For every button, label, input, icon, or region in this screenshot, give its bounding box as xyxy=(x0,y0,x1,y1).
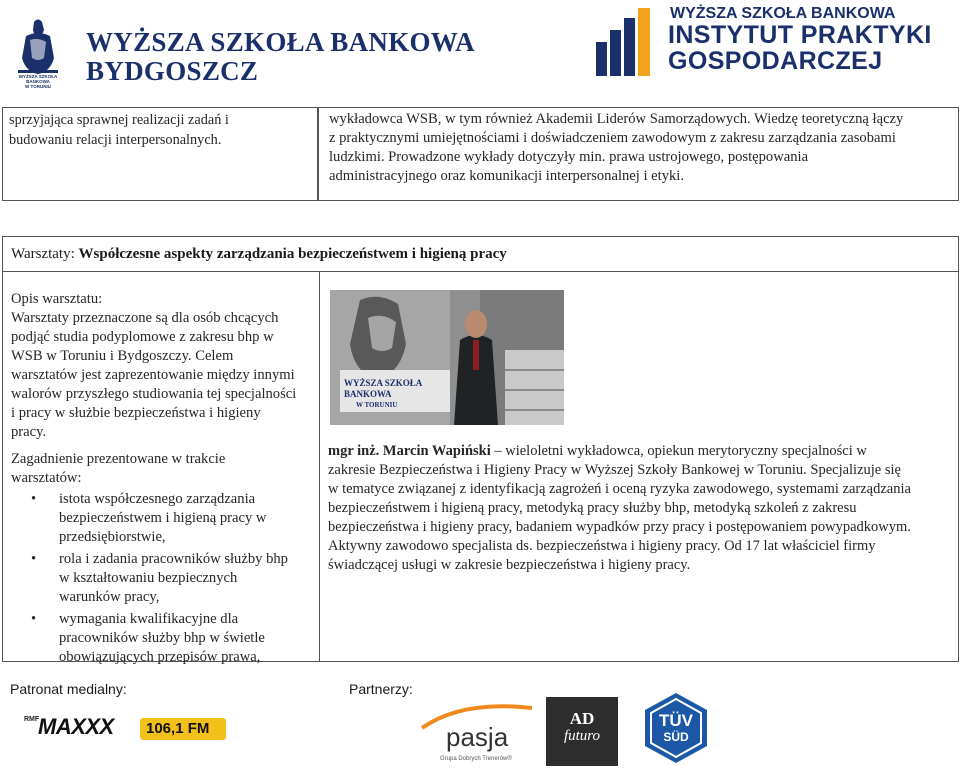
description-line: walorów przyszłego studiowania tej specjalności xyxy=(11,386,297,402)
adfuturo-text-2: futuro xyxy=(563,728,601,744)
workshop-description-cell xyxy=(2,271,320,665)
photo-sign-line1: WYŻSZA SZKOŁA BANKOWA xyxy=(344,378,422,399)
bullet-icon: • xyxy=(31,551,37,567)
topics-heading-2: warsztatów: xyxy=(11,470,82,486)
bio-line: w tematyce związanej z identyfikacją zagrożeń i oceną ryzyka zawodowego, systemami zarządzania xyxy=(328,481,911,497)
tuv-text-1: TÜV xyxy=(659,711,693,730)
topic-line: warunków pracy, xyxy=(59,589,160,605)
institute-name-line2: GOSPODARCZEJ xyxy=(668,47,883,75)
topic-item xyxy=(11,490,311,547)
topic-line: rola i zadania pracowników służby bhp xyxy=(59,551,288,567)
fm-text: 106,1 FM xyxy=(146,720,210,737)
adfuturo-logo xyxy=(546,697,618,766)
institute-logo-title: WYŻSZA SZKOŁA BANKOWA xyxy=(670,5,896,22)
patronage-label: Patronat medialny: xyxy=(10,681,127,697)
topic-line: bezpieczeństwem i higieną pracy w xyxy=(59,510,267,526)
topic-line: w kształtowaniu bezpiecznych xyxy=(59,570,238,586)
maxxx-text: MAXXX xyxy=(38,714,114,739)
tuv-sud-logo xyxy=(640,692,712,764)
trainer-photo xyxy=(330,290,564,425)
topic-line: pracowników służby bhp w świetle xyxy=(59,630,265,646)
bio-line xyxy=(328,442,951,461)
workshop-title-row xyxy=(2,236,959,272)
institute-bars-logo xyxy=(594,8,656,78)
bio-text: – wieloletni wykładowca, opiekun merytoryczny specjalności w xyxy=(490,443,867,459)
emblem-caption-2: W TORUNIU xyxy=(25,84,51,89)
tuv-text-2: SÜD xyxy=(663,730,689,744)
logo-name-line2: BYDGOSZCZ xyxy=(86,56,259,86)
bio-line: bezpieczeństwem i higieną pracy, metodyką pracy służby bhp, metodyką szkoleń z zakresu xyxy=(328,500,857,516)
prev-right-line1: wykładowca WSB, w tym również Akademii Liderów Samorządowych. Wiedzę teoretyczną łączy xyxy=(329,111,904,127)
description-line: i pracy w służbie bezpieczeństwa i higieny xyxy=(11,405,261,421)
description-line: warsztatów jest zaprezentowanie między innymi xyxy=(11,367,295,383)
workshop-prefix: Warsztaty: xyxy=(11,246,79,262)
prev-table-left-cell xyxy=(2,107,318,201)
photo-sign-line2: W TORUNIU xyxy=(356,401,398,409)
prev-right-line2: z praktycznymi umiejętnościami i doświadczeniem zawodowym z zakresu zarządzania zasobami xyxy=(329,130,896,146)
wsb-bydgoszcz-logo xyxy=(86,28,475,86)
partners-label: Partnerzy: xyxy=(349,681,413,697)
fm-logo xyxy=(140,718,226,740)
prev-left-line1: sprzyjająca sprawnej realizacji zadań i xyxy=(9,112,229,128)
prev-right-line4: administracyjnego oraz komunikacji interpersonalnej i etyki. xyxy=(329,168,685,184)
bio-line: zakresie Bezpieczeństwa i Higieny Pracy w Wyższej Szkoły Bankowej w Toruniu. Specjalizuje się xyxy=(328,462,901,478)
adfuturo-text-1: AD xyxy=(569,709,595,728)
prev-table-right-cell xyxy=(318,107,959,201)
topic-item xyxy=(11,550,311,607)
bio-line: Aktywny zawodowo specjalista ds. bezpieczeństwa i higieny pracy. Od 17 lat właściciel firmy xyxy=(328,538,876,554)
bullet-icon: • xyxy=(31,611,37,627)
description-line: WSB w Toruniu i Bydgoszczy. Celem xyxy=(11,348,234,364)
trainer-bio xyxy=(328,442,951,575)
maxxx-logo xyxy=(24,714,128,744)
emblem-caption-1: WYŻSZA SZKOŁA BANKOWA xyxy=(18,74,58,84)
pasja-logo xyxy=(418,702,536,764)
topic-line: przedsiębiorstwie, xyxy=(59,529,166,545)
institute-logo-name xyxy=(668,22,932,74)
topics-heading: Zagadnienie prezentowane w trakcie xyxy=(11,451,226,467)
topic-line: wymagania kwalifikacyjne dla xyxy=(59,611,239,627)
workshop-title: Współczesne aspekty zarządzania bezpieczeństwem i higieną pracy xyxy=(78,246,507,262)
bullet-icon: • xyxy=(31,491,37,507)
logo-name-line1: WYŻSZA SZKOŁA BANKOWA xyxy=(86,27,475,57)
institute-name-line1: INSTYTUT PRAKTYKI xyxy=(668,21,932,49)
wsb-emblem-logo xyxy=(8,16,68,89)
topic-line: obowiązujących przepisów prawa, xyxy=(59,649,261,665)
prev-left-line2: budowaniu relacji interpersonalnych. xyxy=(9,132,222,148)
trainer-name: mgr inż. Marcin Wapiński xyxy=(328,443,491,459)
prev-right-line3: ludzkimi. Prowadzone wykłady dotyczyły min. prawa ustrojowego, postępowania xyxy=(329,149,809,165)
bio-line: bezpieczeństwa i higieny pracy, badaniem wypadków przy pracy i postępowaniem powypadkowym. xyxy=(328,519,911,535)
pasja-subtitle: Grupa Dobrych Trenerów® xyxy=(440,756,512,762)
description-heading: Opis warsztatu: xyxy=(11,291,103,307)
description-line: podjąć studia podyplomowe z zakresu bhp w xyxy=(11,329,274,345)
topics-list xyxy=(11,490,311,667)
description-line: Warsztaty przeznaczone są dla osób chcących xyxy=(11,310,279,326)
topic-line: istota współczesnego zarządzania xyxy=(59,491,256,507)
bio-line: świadczącej usługi w zakresie bezpieczeństwa i higieny pracy. xyxy=(328,557,691,573)
rmf-mark: RMF xyxy=(24,716,40,723)
pasja-text: pasja xyxy=(446,722,509,752)
description-line: pracy. xyxy=(11,424,47,440)
topic-item xyxy=(11,610,311,667)
